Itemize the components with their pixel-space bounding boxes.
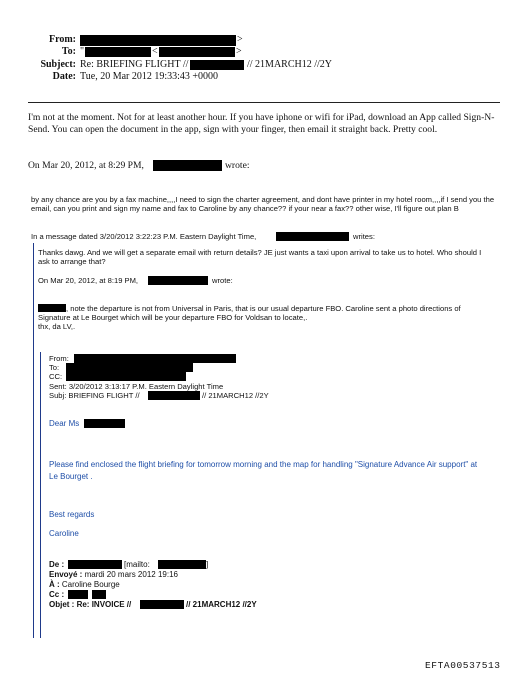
bates-number: EFTA00537513 <box>425 660 501 671</box>
fr-mailto-end: ] <box>206 560 209 569</box>
to-label: To: <box>61 46 76 57</box>
fr-objet-prefix: Re: INVOICE // <box>76 600 132 609</box>
fr-mailto: [mailto: <box>124 560 150 569</box>
subject-suffix: // 21MARCH12 //2Y <box>247 59 333 70</box>
date-label: Date: <box>52 71 76 82</box>
msg4-signoff: thx, da LV,. <box>38 322 76 331</box>
from-label: From: <box>48 34 76 45</box>
fr-cc-label: Cc : <box>49 590 65 599</box>
fr-objet-label: Objet : <box>49 600 75 609</box>
fwd-subj-suffix: // 21MARCH12 //2Y <box>202 391 269 400</box>
msg3-on-prefix: On Mar 20, 2012, at 8:19 PM, <box>38 276 139 285</box>
redacted-fr-mailto <box>158 560 209 569</box>
fwd-to-label: To: <box>49 363 60 372</box>
subject-label: Subject: <box>40 59 76 70</box>
subject-prefix: Re: BRIEFING FLIGHT // <box>80 59 189 70</box>
redacted-to-name <box>85 47 151 57</box>
fr-objet <box>49 600 131 609</box>
msg2-body: by any chance are you by a fax machine,,,,I need to sign the charter agreement, and dont have printer in my hotel room,,,,if I send you the email, can you print and sign my name and fax to Caroline by any chance?? if your near a fax?? other wise, I'll figure out plan B <box>31 195 495 213</box>
fr-envoye <box>49 570 178 579</box>
msg4-body: , note the departure is not from Universal in Paris, that is our usual departure FBO. Caroline sent a photo directions of Signature at Le Bourget which will be your departure FBO for Voldsan to locate,. <box>38 304 461 322</box>
redacted-fr-de <box>68 560 122 569</box>
redacted-fwd-cc <box>66 372 186 381</box>
to-quote: " <box>80 46 85 57</box>
redacted-msg2-sender <box>276 232 349 241</box>
redacted-fwd-subj <box>148 391 200 400</box>
briefing-name: Caroline <box>49 529 79 538</box>
redacted-to-email <box>159 47 235 57</box>
briefing-greeting: Dear Ms <box>49 419 80 428</box>
to-gt: > <box>236 46 242 57</box>
reply-on-suffix: wrote: <box>225 160 250 171</box>
reply-body: I'm not at the moment. Not for at least another hour. If you have iphone or wifi for iPad, download an App called Sign-N-Send. You can open the document in the app, sign with your finger, then email it straight back. Pretty cool. <box>28 112 495 135</box>
fwd-subj-prefix: Subj: BRIEFING FLIGHT // <box>49 391 140 400</box>
fr-a-label: À : <box>49 580 60 589</box>
msg2-dated-prefix: In a message dated 3/20/2012 3:22:23 P.M. Eastern Daylight Time, <box>31 232 257 241</box>
redacted-fr-objet <box>140 600 184 609</box>
fr-de-label: De : <box>49 560 65 569</box>
redacted-from <box>80 35 236 46</box>
redacted-fwd-from <box>74 354 236 363</box>
fwd-cc-label: CC: <box>49 372 63 381</box>
redacted-subject <box>190 60 244 70</box>
redacted-msg3-sender <box>148 276 208 285</box>
briefing-body: Please find enclosed the flight briefing for tomorrow morning and the map for handling "Signature Advance Air support" at Le Bourget . <box>49 460 478 481</box>
quote-bar-outer <box>33 243 34 638</box>
header-divider <box>28 102 500 103</box>
fr-a <box>49 580 120 589</box>
fr-envoye-label: Envoyé : <box>49 570 83 579</box>
reply-on-prefix: On Mar 20, 2012, at 8:29 PM, <box>28 160 144 171</box>
fwd-from-label: From: <box>49 354 69 363</box>
briefing-regards: Best regards <box>49 510 95 519</box>
redacted-greeting-name <box>84 419 125 428</box>
fr-envoye-value: mardi 20 mars 2012 19:16 <box>84 570 178 579</box>
msg2-dated-suffix: writes: <box>353 232 375 241</box>
fr-objet-suffix: // 21MARCH12 //2Y <box>186 600 257 609</box>
quote-bar-inner <box>40 352 41 638</box>
to-lt: < <box>152 46 158 57</box>
from-gt: > <box>237 34 243 45</box>
msg3-on-suffix: wrote: <box>212 276 233 285</box>
date-value: Tue, 20 Mar 2012 19:33:43 +0000 <box>80 71 219 82</box>
msg3-body: Thanks dawg. And we will get a separate email with return details? JE just wants a taxi upon arrival to take us to hotel. Who should I ask to arrange that? <box>38 248 482 266</box>
redacted-fwd-to <box>66 363 193 372</box>
redacted-fr-cc-2 <box>92 590 106 599</box>
redacted-fr-cc-1 <box>68 590 88 599</box>
fr-a-value: Caroline Bourge <box>61 580 120 589</box>
redacted-reply-sender <box>153 160 222 171</box>
fwd-sent: Sent: 3/20/2012 3:13:17 P.M. Eastern Daylight Time <box>49 382 224 391</box>
